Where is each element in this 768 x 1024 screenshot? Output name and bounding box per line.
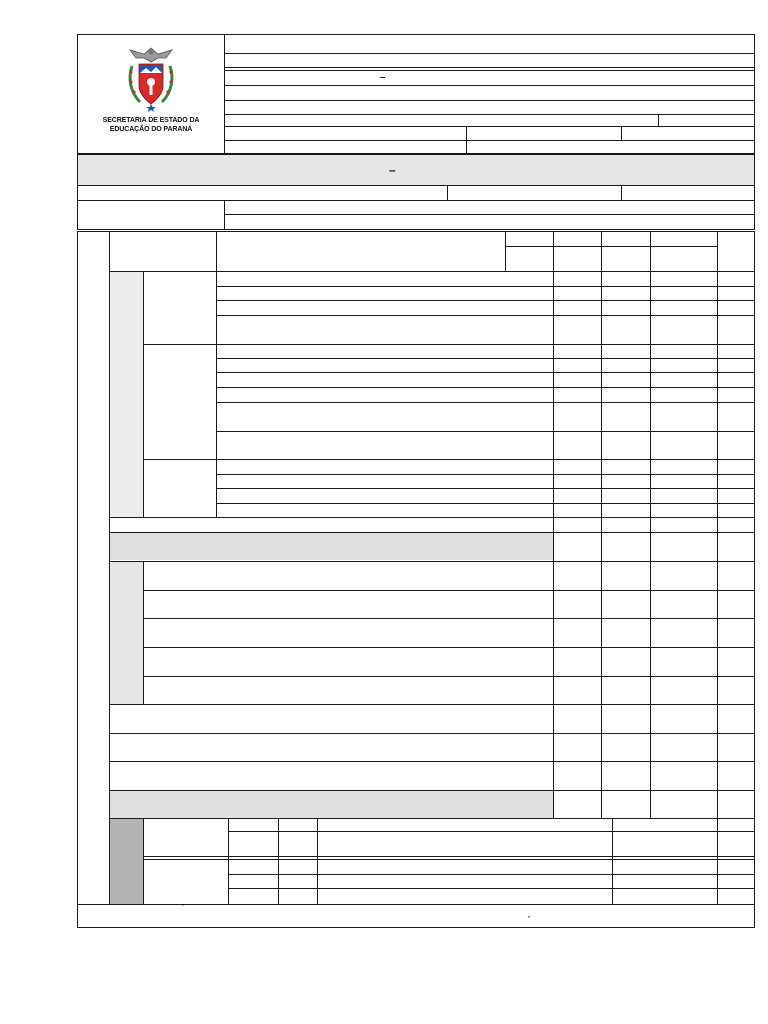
header-rule [225, 100, 755, 101]
row-rule [109, 704, 755, 705]
org-name [79, 116, 223, 134]
section-b-divider [143, 561, 144, 704]
row-rule [109, 733, 755, 734]
header-rule [225, 140, 755, 141]
row-rule [143, 344, 755, 345]
row-rule [143, 676, 755, 677]
row-rule [143, 856, 755, 857]
row-rule [216, 503, 755, 504]
row-rule [216, 402, 755, 403]
header-divider [658, 114, 659, 126]
header-rule [225, 85, 755, 86]
header-divider [466, 126, 467, 154]
row-rule [143, 618, 755, 619]
section-d-divider [143, 818, 144, 904]
row-rule [109, 561, 755, 562]
title-band [77, 154, 755, 186]
header-rule [225, 67, 755, 68]
row-rule [216, 315, 755, 316]
row-rule [216, 286, 755, 287]
org-name-line1: SECRETARIA DE ESTADO DA [102, 117, 200, 124]
header-rule [225, 114, 755, 115]
section-b-band [110, 533, 553, 560]
row-rule [228, 888, 755, 889]
footer-mark-right: " [528, 916, 531, 923]
section-d-strip [110, 819, 143, 904]
row-rule [109, 271, 755, 272]
row-rule [109, 761, 755, 762]
main-table [77, 231, 755, 928]
header-rule [225, 126, 755, 127]
head-rule [505, 246, 717, 247]
section-c-band [110, 791, 553, 818]
col-divider [650, 231, 651, 819]
row-rule [143, 859, 755, 860]
row-rule [77, 904, 755, 905]
row-rule [143, 647, 755, 648]
row-rule [216, 372, 755, 373]
col-divider [553, 231, 554, 819]
id-divider [621, 185, 622, 201]
row-rule [216, 358, 755, 359]
row-rule [216, 431, 755, 432]
row-rule [143, 459, 755, 460]
row-rule [228, 874, 755, 875]
parana-coat-of-arms-icon [124, 46, 178, 112]
section-a-divider [143, 271, 144, 518]
id-divider [224, 200, 225, 230]
row-rule [109, 517, 755, 518]
col-divider [717, 231, 718, 904]
col-divider [505, 231, 506, 271]
section-a-strip [110, 272, 143, 517]
row-rule [109, 818, 755, 819]
id-row-2 [77, 200, 755, 230]
row-rule [216, 488, 755, 489]
header-rule [225, 70, 755, 71]
row-rule [228, 831, 755, 832]
id-rule [224, 214, 755, 215]
footer-mark-left: " [182, 904, 185, 911]
col-divider [601, 231, 602, 819]
row-rule [143, 590, 755, 591]
id-row-1 [77, 185, 755, 201]
header-dash: – [380, 72, 386, 83]
row-rule [216, 387, 755, 388]
header-divider [621, 126, 622, 140]
row-rule [216, 474, 755, 475]
title-dash: – [389, 163, 396, 177]
row-rule [216, 300, 755, 301]
org-name-line2: EDUCAÇÃO DO PARANÁ [109, 126, 193, 133]
section-b-strip [110, 562, 143, 704]
header-rule [225, 53, 755, 54]
